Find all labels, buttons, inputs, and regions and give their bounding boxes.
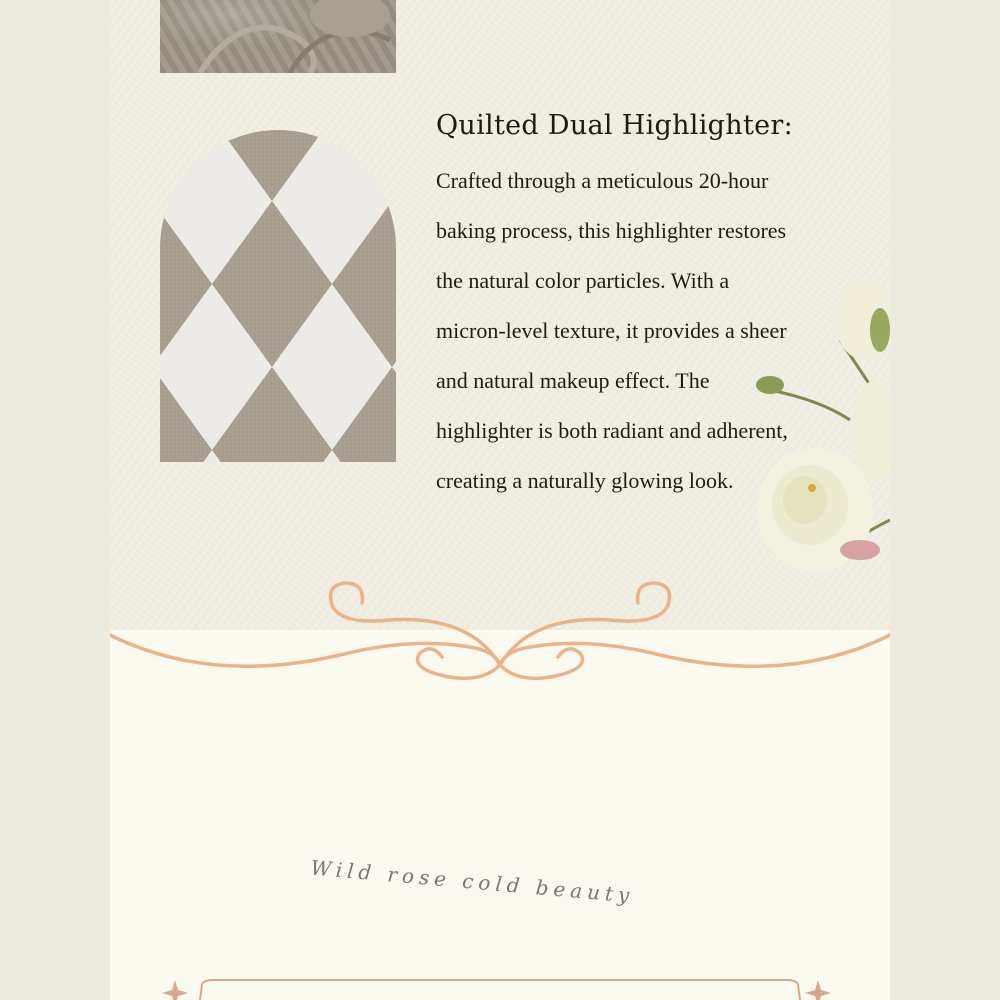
description-line: creating a naturally glowing look. [436, 468, 734, 493]
description-line: highlighter is both radiant and adherent, [436, 418, 788, 443]
decorative-frame-border [150, 970, 850, 1000]
pressed-powder-swatch-image [160, 0, 396, 73]
description-line: and natural makeup effect. The [436, 368, 710, 393]
white-rose-illustration [740, 280, 890, 580]
description-line: baking process, this highlighter restores [436, 218, 787, 243]
description-line: Crafted through a meticulous 20-hour [436, 168, 769, 193]
quilted-highlighter-pan-image [160, 130, 396, 462]
description-line: micron-level texture, it provides a sheer [436, 318, 787, 343]
product-heading: Quilted Dual Highlighter: [436, 110, 793, 141]
scroll-flourish-divider [110, 575, 890, 695]
four-point-star-icon [162, 980, 831, 1000]
script-tagline: Wild rose cold beauty [309, 855, 636, 908]
product-detail-panel [110, 0, 890, 1000]
description-line: the natural color particles. With a [436, 268, 730, 293]
